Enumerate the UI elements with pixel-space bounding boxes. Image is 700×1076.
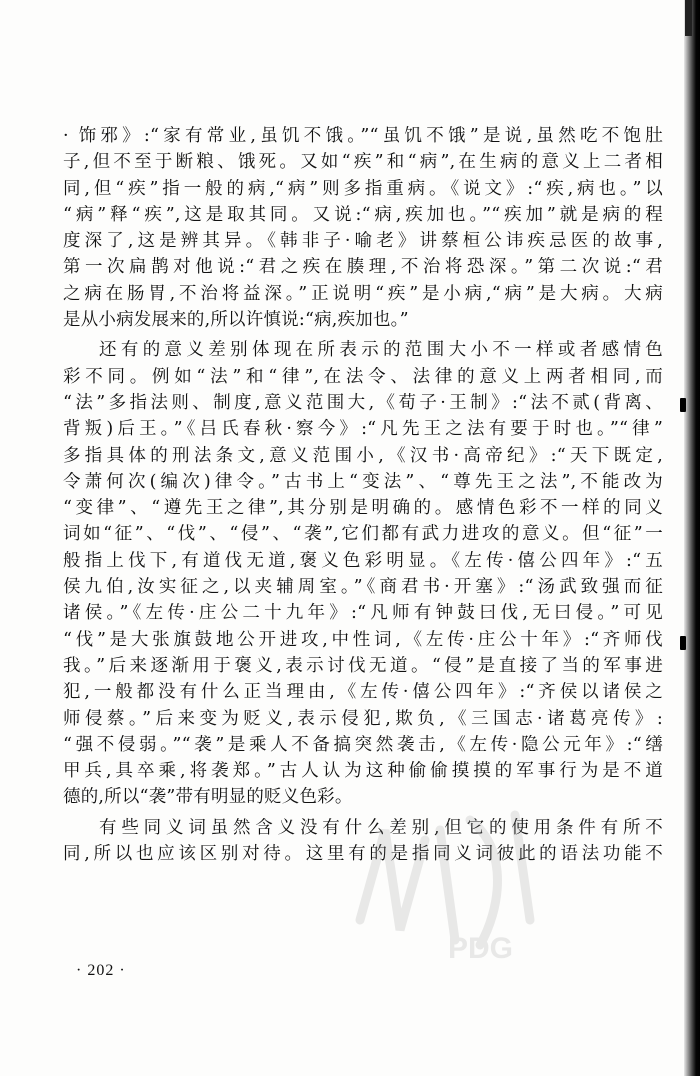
scan-edge-shadow bbox=[684, 0, 700, 1076]
text-line: 子,但不至于断粮、饿死。又如“疾”和“病”,在生病的意义上二者相 bbox=[63, 152, 663, 173]
watermark-stamp bbox=[330, 770, 560, 980]
text-line: 多指具体的刑法条文,意义范围小,《汉书·高帝纪》:“天下既定, bbox=[63, 445, 663, 466]
text-line: 还有的意义差别体现在所表示的范围大小不一样或者感情色 bbox=[99, 340, 663, 361]
text-line: 背叛)后王。”《吕氏春秋·察今》:“凡先王之法有要于时也。”“律” bbox=[63, 419, 663, 440]
text-line: 度深了,这是辨其异。《韩非子·喻老》讲蔡桓公讳疾忌医的故事, bbox=[63, 231, 663, 252]
text-line: 词如“征”、“伐”、“侵”、“袭”,它们都有武力进攻的意义。但“征”一 bbox=[63, 524, 663, 545]
text-line: “伐”是大张旗鼓地公开进攻,中性词,《左传·庄公十年》:“齐师伐 bbox=[63, 629, 663, 650]
text-line: “病”释“疾”,这是取其同。又说:“病,疾加也。”“疾加”就是病的程 bbox=[63, 204, 663, 225]
watermark-text: PDG bbox=[448, 932, 514, 965]
text-line: “法”多指法则、制度,意义范围大,《荀子·王制》:“法不贰(背离、 bbox=[63, 392, 663, 413]
text-line: 第一次扁鹊对他说:“君之疾在腠理,不治将恐深。”第二次说:“君 bbox=[63, 257, 663, 278]
text-line: 诸侯。”《左传·庄公二十九年》:“凡师有钟鼓曰伐,无曰侵。”可见 bbox=[63, 603, 663, 624]
text-line: 我。”后来逐渐用于褒义,表示讨伐无道。“侵”是直接了当的军事进 bbox=[63, 655, 663, 676]
text-line: 侯九伯,汝实征之,以夹辅周室。”《商君书·开塞》:“汤武致强而征 bbox=[63, 577, 663, 598]
paragraph bbox=[63, 123, 663, 333]
text-line: 般指上伐下,有道伐无道,褒义色彩明显。《左传·僖公四年》:“五 bbox=[63, 550, 663, 571]
text-line: 有些同义词虽然含义没有什么差别,但它的使用条件有所不 bbox=[99, 817, 663, 838]
text-line: 彩不同。例如“法”和“律”,在法令、法律的意义上两者相同,而 bbox=[63, 366, 663, 387]
text-line: “变律”、“遵先王之律”,其分别是明确的。感情色彩不一样的同义 bbox=[63, 498, 663, 519]
paragraph bbox=[63, 337, 663, 810]
text-line: · 饰邪》:“家有常业,虽饥不饿。”“虽饥不饿”是说,虽然吃不饱肚 bbox=[63, 126, 663, 146]
text-line: 是从小病发展来的,所以许慎说:“病,疾加也。” bbox=[63, 310, 409, 331]
text-line: 犯,一般都没有什么正当理由,《左传·僖公四年》:“齐侯以诸侯之 bbox=[63, 682, 663, 703]
scan-edge-tick bbox=[680, 636, 686, 650]
text-line: 之病在肠胃,不治将益深。”正说明“疾”是小病,“病”是大病。大病 bbox=[63, 283, 663, 304]
text-line: 德的,所以“袭”带有明显的贬义色彩。 bbox=[63, 787, 353, 808]
text-line: “强不侵弱。”“袭”是乘人不备搞突然袭击,《左传·隐公元年》:“缮 bbox=[63, 734, 663, 755]
text-line: 同,所以也应该区别对待。这里有的是指同义词彼此的语法功能不 bbox=[63, 844, 663, 865]
body-text bbox=[63, 123, 663, 867]
scan-edge-mark bbox=[685, 0, 692, 36]
text-line: 同,但“疾”指一般的病,“病”则多指重病。《说文》:“疾,病也。”以 bbox=[63, 178, 663, 199]
scan-edge-tick bbox=[680, 398, 686, 412]
text-line: 甲兵,具卒乘,将袭郑。”古人认为这种偷偷摸摸的军事行为是不道 bbox=[63, 761, 663, 782]
text-line: 令萧何次(编次)律令。”古书上“变法”、“尊先王之法”,不能改为 bbox=[63, 471, 663, 492]
text-line: 师侵蔡。”后来变为贬义,表示侵犯,欺负,《三国志·诸葛亮传》: bbox=[63, 708, 663, 729]
page-number: · 202 · bbox=[76, 962, 126, 979]
